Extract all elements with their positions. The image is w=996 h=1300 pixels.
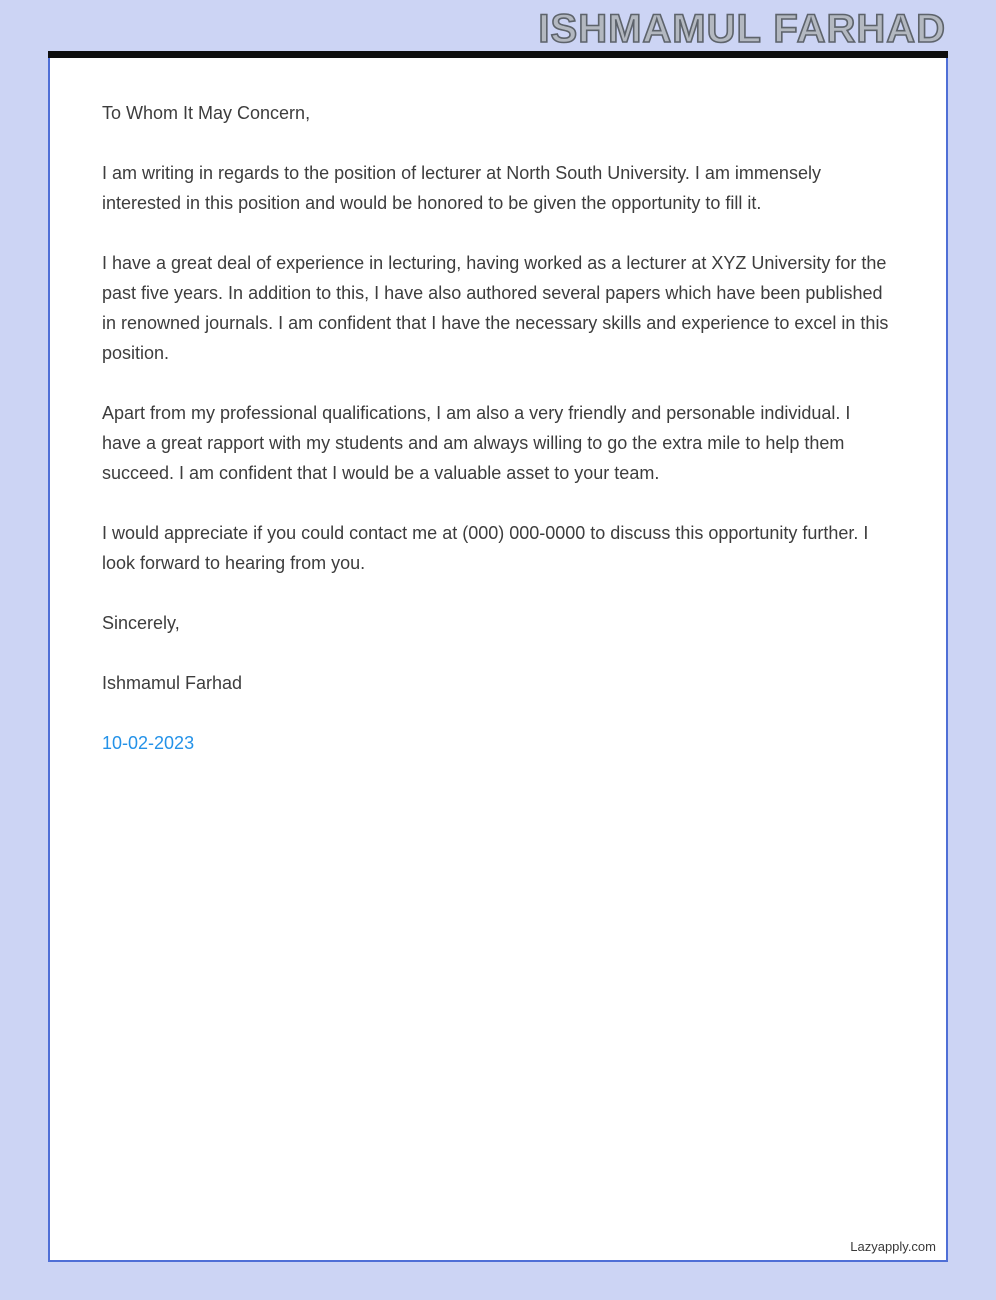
letter-header — [0, 0, 996, 51]
salutation: To Whom It May Concern, — [102, 103, 311, 123]
closing: Sincerely, — [102, 613, 180, 633]
letter-paragraph-personal: Apart from my professional qualifications, I am also a very friendly and personable individual. I have a great rapport with my students and am always willing to go the extra mile to help them succeed. I am confident that I would be a valuable asset to your team. — [102, 403, 851, 483]
signature-name: Ishmamul Farhad — [102, 673, 243, 693]
letter-paragraph-intro: I am writing in regards to the position of lecturer at North South University. I am immensely interested in this position and would be honored to be given the opportunity to fill it. — [102, 163, 821, 213]
letter-paragraph-contact: I would appreciate if you could contact me at (000) 000-0000 to discuss this opportunity further. I look forward to hearing from you. — [102, 523, 869, 573]
header-divider — [48, 51, 948, 58]
letter-paragraph-experience: I have a great deal of experience in lecturing, having worked as a lecturer at XYZ University for the past five years. In addition to this, I have also authored several papers which have been published in renowned journals. I am confident that I have the necessary skills and experience to excel in this position. — [102, 253, 889, 363]
date-link[interactable]: 10-02-2023 — [102, 733, 195, 753]
watermark-link[interactable]: Lazyapply.com — [850, 1239, 936, 1254]
header-name: ISHMAMUL FARHAD — [538, 7, 946, 51]
letter-page — [48, 58, 948, 1262]
